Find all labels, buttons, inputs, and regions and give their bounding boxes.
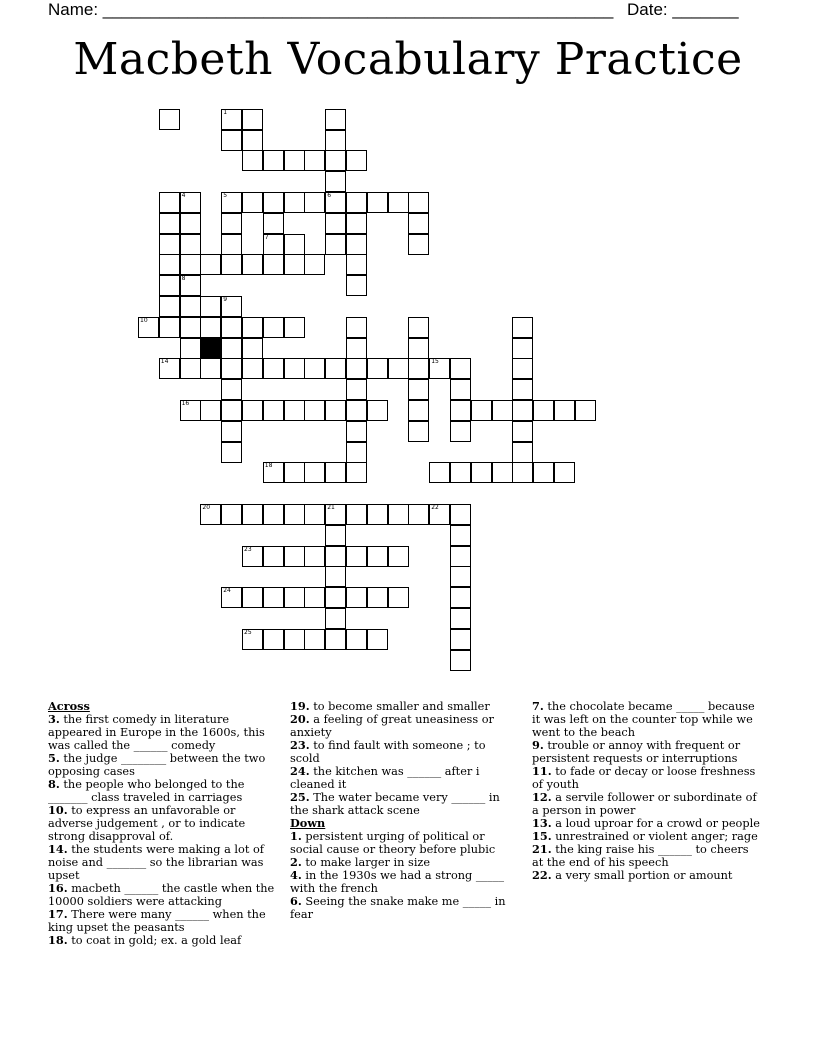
grid-cell[interactable] — [242, 109, 263, 130]
grid-cell[interactable] — [304, 150, 325, 171]
grid-cell[interactable] — [221, 338, 242, 359]
clue-item-text: the first comedy in literature appeared in Europe in the 1600s, this was called the ______ comedy — [48, 713, 265, 752]
grid-cell[interactable] — [450, 400, 471, 421]
grid-cell[interactable] — [325, 608, 346, 629]
grid-cell[interactable] — [242, 338, 263, 359]
grid-cell[interactable] — [450, 504, 471, 525]
grid-cell[interactable] — [180, 338, 201, 359]
grid-cell[interactable] — [263, 254, 284, 275]
grid-cell[interactable] — [325, 462, 346, 483]
page-title: Macbeth Vocabulary Practice — [73, 34, 743, 85]
clue-item-number: 16. — [48, 881, 68, 895]
clue-item-number: 18. — [48, 933, 68, 947]
clue-item — [290, 869, 518, 895]
grid-cell[interactable] — [284, 234, 305, 255]
clue-number: 7 — [264, 233, 269, 241]
clue-item-number: 12. — [532, 790, 552, 804]
clue-item-number: 20. — [290, 712, 310, 726]
grid-cell[interactable] — [325, 150, 346, 171]
clue-item-text: the king raise his ______ to cheers at the end of his speech — [532, 843, 749, 869]
clue-item-number: 2. — [290, 855, 302, 869]
clue-number: 25 — [244, 628, 252, 636]
grid-cell[interactable] — [325, 358, 346, 379]
grid-cell[interactable] — [346, 442, 367, 463]
clue-number: 14 — [160, 358, 169, 366]
clue-item-text: macbeth ______ the castle when the 10000 soldiers were attacking — [48, 882, 275, 908]
clue-item-text: the chocolate became _____ because it was left on the counter top while we went to the beach — [532, 700, 755, 739]
grid-cell[interactable] — [200, 296, 221, 317]
grid-cell[interactable] — [242, 400, 263, 421]
grid-cell[interactable] — [408, 379, 429, 400]
grid-cell[interactable] — [367, 629, 388, 650]
grid-cell[interactable] — [159, 234, 180, 255]
grid-cell[interactable] — [512, 379, 533, 400]
clue-item — [48, 934, 278, 947]
grid-cell[interactable] — [304, 400, 325, 421]
grid-cell[interactable] — [263, 629, 284, 650]
down-clue-list — [290, 830, 518, 921]
grid-cell[interactable] — [450, 608, 471, 629]
grid-cell[interactable] — [221, 130, 242, 151]
grid-cell[interactable] — [471, 400, 492, 421]
grid-cell[interactable] — [284, 546, 305, 567]
grid-cell[interactable] — [180, 358, 201, 379]
clue-number: 23 — [244, 545, 252, 553]
grid-cell[interactable] — [304, 587, 325, 608]
grid-cell[interactable] — [284, 150, 305, 171]
clue-item — [48, 804, 278, 843]
grid-cell[interactable] — [159, 213, 180, 234]
down-heading: Down — [290, 816, 326, 830]
clue-item — [532, 700, 762, 739]
clue-item-number: 25. — [290, 790, 310, 804]
grid-cell[interactable] — [242, 254, 263, 275]
grid-cell[interactable] — [200, 317, 221, 338]
grid-cell[interactable] — [429, 358, 450, 379]
grid-cell[interactable] — [284, 317, 305, 338]
grid-cell[interactable] — [325, 192, 346, 213]
grid-cell[interactable] — [512, 358, 533, 379]
grid-cell[interactable] — [325, 629, 346, 650]
grid-cell[interactable] — [429, 462, 450, 483]
grid-cell[interactable] — [304, 629, 325, 650]
grid-cell[interactable] — [242, 130, 263, 151]
clue-item-text: There were many ______ when the king upset the peasants — [48, 908, 266, 934]
clue-item-number: 22. — [532, 868, 552, 882]
grid-cell[interactable] — [450, 650, 471, 671]
clue-item-number: 14. — [48, 842, 68, 856]
grid-cell[interactable] — [512, 462, 533, 483]
grid-cell[interactable] — [408, 504, 429, 525]
clue-number: 9 — [223, 296, 228, 303]
grid-cell[interactable] — [346, 338, 367, 359]
clue-item-number: 8. — [48, 777, 60, 791]
clue-number: 6 — [327, 192, 332, 199]
clue-item-number: 4. — [290, 868, 302, 882]
grid-cell[interactable] — [180, 192, 201, 213]
grid-cell[interactable] — [450, 525, 471, 546]
grid-cell[interactable] — [284, 358, 305, 379]
clue-item-text: Seeing the snake make me _____ in fear — [290, 895, 506, 921]
grid-cell[interactable] — [512, 421, 533, 442]
grid-cell[interactable] — [284, 629, 305, 650]
grid-cell[interactable] — [408, 234, 429, 255]
grid-cell[interactable] — [346, 192, 367, 213]
grid-cell[interactable] — [450, 462, 471, 483]
down-clue-list-continued — [532, 700, 762, 882]
grid-cell[interactable] — [284, 400, 305, 421]
clue-item — [532, 830, 762, 843]
grid-cell[interactable] — [512, 338, 533, 359]
clue-item — [290, 830, 518, 856]
grid-cell[interactable] — [221, 317, 242, 338]
grid-cell[interactable] — [346, 317, 367, 338]
grid-cell[interactable] — [284, 587, 305, 608]
grid-cell[interactable] — [408, 421, 429, 442]
grid-cell[interactable] — [388, 358, 409, 379]
grid-cell[interactable] — [221, 192, 242, 213]
clue-item-number: 7. — [532, 699, 544, 713]
clue-item-number: 6. — [290, 894, 302, 908]
grid-cell[interactable] — [200, 400, 221, 421]
clue-item — [290, 713, 518, 739]
grid-cell[interactable] — [180, 275, 201, 296]
grid-cell[interactable] — [159, 254, 180, 275]
clue-item-text: the judge ________ between the two opposing cases — [48, 752, 266, 778]
clue-item-number: 11. — [532, 764, 552, 778]
clue-item-text: in the 1930s we had a strong _____ with the french — [290, 869, 505, 895]
grid-cell[interactable] — [367, 358, 388, 379]
clue-item-number: 5. — [48, 751, 60, 765]
clue-item — [48, 908, 278, 934]
grid-cell[interactable] — [492, 462, 513, 483]
clue-number: 18 — [264, 462, 273, 470]
grid-cell[interactable] — [284, 192, 305, 213]
grid-cell[interactable] — [263, 150, 284, 171]
clue-item-text: trouble or annoy with frequent or persistent requests or interruptions — [532, 739, 741, 765]
grid-cell[interactable] — [450, 587, 471, 608]
clue-item — [48, 882, 278, 908]
grid-cell[interactable] — [284, 254, 305, 275]
grid-cell[interactable] — [242, 150, 263, 171]
clue-item — [532, 765, 762, 791]
grid-cell[interactable] — [242, 629, 263, 650]
clue-number: 15 — [431, 358, 439, 366]
grid-cell[interactable] — [263, 317, 284, 338]
grid-cell[interactable] — [180, 254, 201, 275]
grid-cell[interactable] — [263, 587, 284, 608]
grid-cell[interactable] — [159, 192, 180, 213]
clue-item — [48, 752, 278, 778]
grid-cell[interactable] — [346, 379, 367, 400]
clue-number: 10 — [140, 316, 148, 324]
grid-cell[interactable] — [221, 358, 242, 379]
grid-cell[interactable] — [554, 462, 575, 483]
grid-cell[interactable] — [512, 442, 533, 463]
clue-item-number: 15. — [532, 829, 552, 843]
clue-item-text: to become smaller and smaller — [309, 700, 490, 713]
grid-cell[interactable] — [346, 546, 367, 567]
grid-cell[interactable] — [367, 400, 388, 421]
grid-cell[interactable] — [325, 171, 346, 192]
grid-cell[interactable] — [159, 317, 180, 338]
grid-cell[interactable] — [325, 546, 346, 567]
clue-item-number: 1. — [290, 829, 302, 843]
date-field-label: Date: _______ — [627, 0, 739, 19]
grid-cell[interactable] — [221, 587, 242, 608]
grid-cell[interactable] — [242, 317, 263, 338]
clue-number: 4 — [181, 192, 186, 199]
grid-cell[interactable] — [180, 400, 201, 421]
grid-cell[interactable] — [408, 358, 429, 379]
clue-item-number: 10. — [48, 803, 68, 817]
grid-cell[interactable] — [367, 587, 388, 608]
clue-number: 21 — [327, 504, 335, 511]
grid-cell[interactable] — [263, 504, 284, 525]
grid-cell[interactable] — [263, 546, 284, 567]
grid-cell[interactable] — [533, 400, 554, 421]
clue-item-text: the kitchen was ______ after i cleaned it — [290, 765, 480, 791]
grid-cell[interactable] — [512, 317, 533, 338]
clue-item — [290, 700, 518, 713]
grid-cell[interactable] — [346, 504, 367, 525]
grid-cell[interactable] — [388, 587, 409, 608]
grid-cell[interactable] — [221, 213, 242, 234]
across-clue-list — [48, 713, 278, 947]
clue-item-text: to make larger in size — [301, 856, 431, 869]
grid-cell[interactable] — [346, 587, 367, 608]
grid-cell[interactable] — [450, 566, 471, 587]
grid-cell[interactable] — [304, 254, 325, 275]
clue-item-number: 19. — [290, 699, 310, 713]
grid-cell[interactable] — [325, 587, 346, 608]
grid-cell[interactable] — [325, 525, 346, 546]
clue-item-number: 3. — [48, 712, 60, 726]
grid-cell[interactable] — [263, 400, 284, 421]
clue-item-number: 9. — [532, 738, 544, 752]
grid-cell[interactable] — [200, 358, 221, 379]
grid-cell[interactable] — [492, 400, 513, 421]
clue-number: 8 — [181, 275, 186, 283]
grid-cell[interactable] — [221, 296, 242, 317]
grid-cell[interactable] — [512, 400, 533, 421]
clue-number: 16 — [181, 400, 190, 407]
grid-cell[interactable] — [325, 400, 346, 421]
clue-item-text: a feeling of great uneasiness or anxiety — [290, 713, 494, 739]
clue-item-number: 23. — [290, 738, 310, 752]
clue-item-number: 13. — [532, 816, 552, 830]
grid-cell[interactable] — [450, 379, 471, 400]
grid-cell[interactable] — [325, 213, 346, 234]
grid-cell[interactable] — [180, 213, 201, 234]
grid-cell[interactable] — [325, 109, 346, 130]
grid-cell[interactable] — [325, 566, 346, 587]
grid-cell[interactable] — [388, 546, 409, 567]
grid-cell[interactable] — [450, 629, 471, 650]
grid-cell[interactable] — [159, 275, 180, 296]
clue-item-text: to express an unfavorable or adverse judgement , or to indicate strong disapproval of. — [48, 804, 246, 843]
grid-cell[interactable] — [346, 358, 367, 379]
grid-cell[interactable] — [367, 192, 388, 213]
grid-cell[interactable] — [304, 504, 325, 525]
clue-item-number: 17. — [48, 907, 68, 921]
black-cell — [200, 338, 221, 359]
clue-number: 22 — [431, 504, 439, 511]
clue-item-text: the students were making a lot of noise and _______ so the librarian was upset — [48, 843, 264, 882]
grid-cell[interactable] — [367, 546, 388, 567]
grid-cell[interactable] — [325, 234, 346, 255]
grid-cell[interactable] — [200, 254, 221, 275]
grid-cell[interactable] — [408, 192, 429, 213]
grid-cell[interactable] — [221, 442, 242, 463]
clue-item — [290, 791, 518, 817]
grid-cell[interactable] — [346, 234, 367, 255]
across-clue-list-continued — [290, 700, 518, 817]
grid-cell[interactable] — [429, 504, 450, 525]
clue-item — [48, 843, 278, 882]
clue-number: 1 — [223, 108, 228, 116]
grid-cell[interactable] — [263, 234, 284, 255]
clue-number: 20 — [202, 504, 211, 511]
clue-item — [532, 791, 762, 817]
grid-cell[interactable] — [471, 462, 492, 483]
clue-item — [532, 739, 762, 765]
grid-cell[interactable] — [263, 192, 284, 213]
grid-cell[interactable] — [242, 587, 263, 608]
grid-cell[interactable] — [304, 358, 325, 379]
grid-cell[interactable] — [388, 192, 409, 213]
clue-item-text: The water became very ______ in the shark attack scene — [290, 791, 500, 817]
grid-cell[interactable] — [284, 462, 305, 483]
grid-cell[interactable] — [221, 254, 242, 275]
grid-cell[interactable] — [450, 358, 471, 379]
grid-cell[interactable] — [180, 234, 201, 255]
clue-number: 5 — [223, 192, 228, 199]
grid-cell[interactable] — [221, 421, 242, 442]
clue-item — [532, 869, 762, 882]
grid-cell[interactable] — [346, 400, 367, 421]
clue-item-text: to find fault with someone ; to scold — [290, 739, 486, 765]
grid-cell[interactable] — [221, 234, 242, 255]
grid-cell[interactable] — [159, 296, 180, 317]
grid-cell[interactable] — [304, 546, 325, 567]
grid-cell[interactable] — [346, 275, 367, 296]
grid-cell[interactable] — [388, 504, 409, 525]
clue-column-1 — [48, 700, 278, 947]
grid-cell[interactable] — [304, 192, 325, 213]
grid-cell[interactable] — [325, 130, 346, 151]
grid-cell[interactable] — [221, 109, 242, 130]
clue-item — [290, 856, 518, 869]
grid-cell[interactable] — [346, 462, 367, 483]
grid-cell[interactable] — [159, 109, 180, 130]
grid-cell[interactable] — [575, 400, 596, 421]
grid-cell[interactable] — [138, 317, 159, 338]
clue-number: 24 — [223, 587, 231, 595]
clue-item-text: a very small portion or amount — [551, 869, 733, 882]
grid-cell[interactable] — [221, 504, 242, 525]
clue-item-text: the people who belonged to the _______ class traveled in carriages — [48, 778, 245, 804]
grid-cell[interactable] — [200, 504, 221, 525]
grid-cell[interactable] — [346, 150, 367, 171]
clue-column-2 — [290, 700, 518, 921]
clue-item — [290, 739, 518, 765]
grid-cell[interactable] — [263, 462, 284, 483]
clue-item — [48, 778, 278, 804]
clue-item-text: a loud uproar for a crowd or people — [551, 817, 760, 830]
clue-column-3 — [532, 700, 762, 882]
across-heading: Across — [48, 699, 90, 713]
clue-item-number: 21. — [532, 842, 552, 856]
grid-cell[interactable] — [221, 400, 242, 421]
grid-cell[interactable] — [533, 462, 554, 483]
clue-item-text: unrestrained or violent anger; rage — [551, 830, 758, 843]
grid-cell[interactable] — [408, 213, 429, 234]
grid-cell[interactable] — [367, 504, 388, 525]
clue-item — [532, 843, 762, 869]
grid-cell[interactable] — [180, 317, 201, 338]
grid-cell[interactable] — [408, 317, 429, 338]
grid-cell[interactable] — [325, 504, 346, 525]
grid-cell[interactable] — [408, 400, 429, 421]
grid-cell[interactable] — [263, 358, 284, 379]
grid-cell[interactable] — [346, 254, 367, 275]
grid-cell[interactable] — [554, 400, 575, 421]
grid-cell[interactable] — [346, 213, 367, 234]
clue-item — [290, 895, 518, 921]
clue-item-text: persistent urging of political or social cause or theory before plubic — [290, 830, 496, 856]
grid-cell[interactable] — [221, 379, 242, 400]
grid-cell[interactable] — [242, 358, 263, 379]
clue-item — [48, 713, 278, 752]
grid-cell[interactable] — [242, 546, 263, 567]
clue-item-text: to coat in gold; ex. a gold leaf — [67, 934, 242, 947]
grid-cell[interactable] — [242, 192, 263, 213]
grid-cell[interactable] — [304, 462, 325, 483]
grid-cell[interactable] — [242, 504, 263, 525]
grid-cell[interactable] — [159, 358, 180, 379]
grid-cell[interactable] — [346, 421, 367, 442]
clue-item — [532, 817, 762, 830]
grid-cell[interactable] — [408, 338, 429, 359]
clue-item-text: to fade or decay or loose freshness of youth — [532, 765, 756, 791]
grid-cell[interactable] — [284, 504, 305, 525]
grid-cell[interactable] — [263, 213, 284, 234]
grid-cell[interactable] — [346, 629, 367, 650]
clue-item-text: a servile follower or subordinate of a person in power — [532, 791, 757, 817]
name-field-label: Name: ______________________________________________________ — [48, 0, 614, 19]
grid-cell[interactable] — [180, 296, 201, 317]
grid-cell[interactable] — [450, 421, 471, 442]
clue-item — [290, 765, 518, 791]
grid-cell[interactable] — [450, 546, 471, 567]
clue-item-number: 24. — [290, 764, 310, 778]
